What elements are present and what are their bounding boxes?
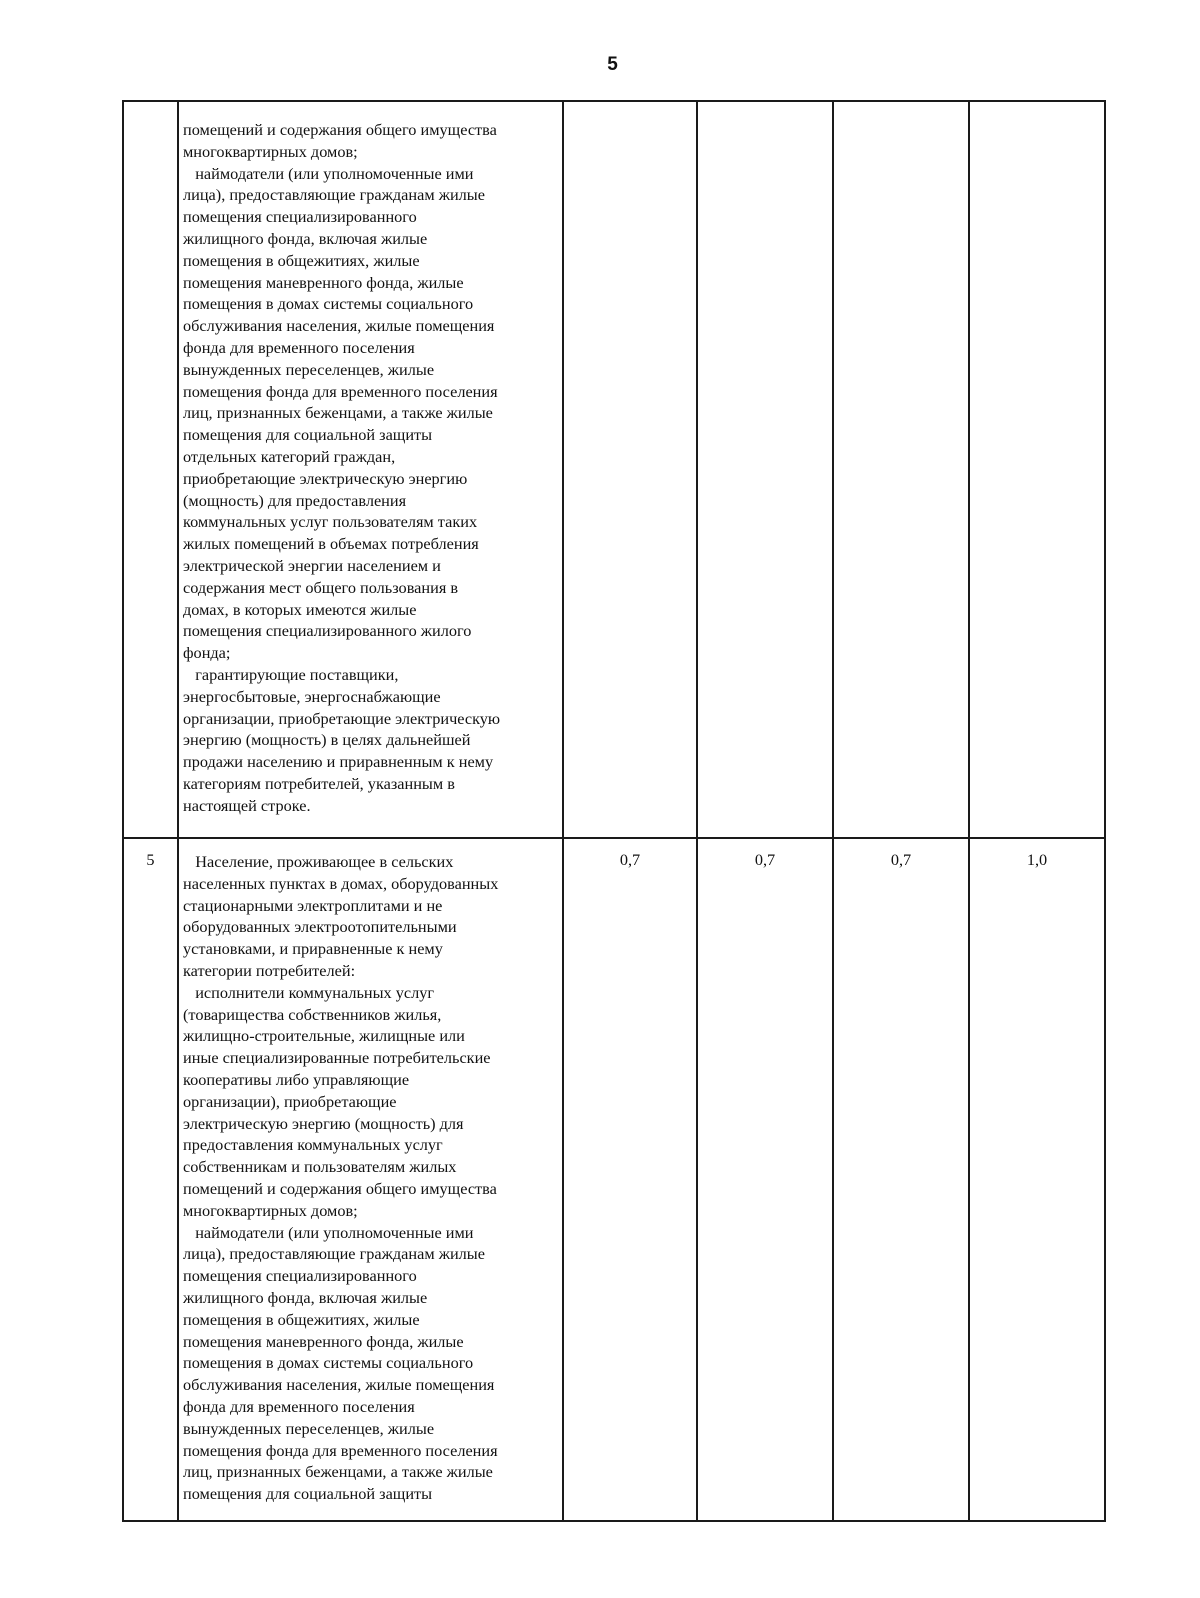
description-line: многоквартирных домов;: [183, 1200, 358, 1220]
description-line: энергосбытовые, энергоснабжающие: [183, 686, 441, 706]
description-line: наймодатели (или уполномоченные ими: [183, 163, 474, 183]
coefficient-cell-4: [969, 101, 1105, 838]
description-line: фонда для временного поселения: [183, 1396, 415, 1416]
description-line: помещения специализированного: [183, 1266, 417, 1286]
consumer-description-cell: [178, 101, 563, 838]
description-line: коммунальных услуг пользователям таких: [183, 512, 478, 532]
description-line: фонда для временного поселения: [183, 337, 415, 357]
description-line: обслуживания населения, жилые помещения: [183, 316, 495, 336]
description-line: жилищного фонда, включая жилые: [183, 228, 428, 248]
description-line: лица), предоставляющие гражданам жилые: [183, 1244, 485, 1264]
description-line: лиц, признанных беженцами, а также жилые: [183, 403, 493, 423]
description-line: электрическую энергию (мощность) для: [183, 1113, 464, 1133]
description-line: помещения маневренного фонда, жилые: [183, 1331, 464, 1351]
description-line: отдельных категорий граждан,: [183, 446, 396, 466]
description-line: помещений и содержания общего имущества: [183, 1178, 497, 1198]
description-line: помещения в общежитиях, жилые: [183, 1309, 420, 1329]
description-line: помещения для социальной защиты: [183, 425, 433, 445]
description-line: иные специализированные потребительские: [183, 1048, 491, 1068]
coefficient-cell-1: [563, 101, 697, 838]
coefficient-table: [122, 100, 1106, 1522]
description-line: приобретающие электрическую энергию: [183, 468, 468, 488]
description-line: помещения фонда для временного поселения: [183, 1440, 498, 1460]
description-line: лиц, признанных беженцами, а также жилые: [183, 1462, 493, 1482]
coefficient-cell-2: [697, 101, 833, 838]
page-number: 5: [607, 54, 618, 75]
description-line: установками, и приравненные к нему: [183, 939, 443, 959]
description-line: Население, проживающее в сельских: [183, 852, 454, 871]
description-line: жилых помещений в объемах потребления: [183, 534, 479, 554]
description-line: помещения маневренного фонда, жилые: [183, 272, 464, 292]
description-line: стационарными электроплитами и не: [183, 895, 443, 915]
coefficient-cell-1: 0,7: [563, 838, 697, 1521]
description-line: вынужденных переселенцев, жилые: [183, 359, 435, 379]
description-line: (мощность) для предоставления: [183, 490, 407, 510]
description-line: категории потребителей:: [183, 960, 356, 980]
description-line: наймодатели (или уполномоченные ими: [183, 1222, 474, 1242]
description-line: организации, приобретающие электрическую: [183, 708, 501, 728]
coefficient-table-container: [122, 100, 1104, 1522]
table-row: [123, 101, 1105, 838]
description-line: помещения фонда для временного поселения: [183, 381, 498, 401]
coefficient-cell-4: 1,0: [969, 838, 1105, 1521]
description-line: настоящей строке.: [183, 795, 311, 815]
coefficient-cell-3: [833, 101, 969, 838]
description-line: (товарищества собственников жилья,: [183, 1004, 442, 1024]
description-line: жилищно-строительные, жилищные или: [183, 1026, 465, 1046]
description-line: продажи населению и приравненным к нему: [183, 752, 494, 772]
coefficient-cell-2: 0,7: [697, 838, 833, 1521]
row-number-cell: [123, 101, 178, 838]
description-line: предоставления коммунальных услуг: [183, 1135, 443, 1155]
table-row: [123, 838, 1105, 1521]
description-line: помещения для социальной защиты: [183, 1484, 433, 1504]
description-line: оборудованных электроотопительными: [183, 917, 457, 937]
description-line: вынужденных переселенцев, жилые: [183, 1418, 435, 1438]
description-line: энергию (мощность) в целях дальнейшей: [183, 730, 471, 750]
description-line: фонда;: [183, 643, 231, 663]
description-line: электрической энергии населением и: [183, 555, 441, 575]
description-line: лица), предоставляющие гражданам жилые: [183, 185, 485, 205]
description-line: помещения в общежитиях, жилые: [183, 250, 420, 270]
description-line: помещения специализированного жилого: [183, 621, 472, 641]
description-line: собственникам и пользователям жилых: [183, 1157, 457, 1177]
description-line: помещений и содержания общего имущества: [183, 120, 497, 139]
description-line: кооперативы либо управляющие: [183, 1069, 410, 1089]
description-line: жилищного фонда, включая жилые: [183, 1287, 428, 1307]
description-line: помещения в домах системы социального: [183, 1353, 474, 1373]
consumer-description-cell: [178, 838, 563, 1521]
description-line: обслуживания населения, жилые помещения: [183, 1375, 495, 1395]
row-number-cell: 5: [123, 838, 178, 1521]
description-line: помещения специализированного: [183, 207, 417, 227]
description-line: помещения в домах системы социального: [183, 294, 474, 314]
description-line: многоквартирных домов;: [183, 141, 358, 161]
description-line: содержания мест общего пользования в: [183, 577, 459, 597]
description-line: организации), приобретающие: [183, 1091, 397, 1111]
description-line: домах, в которых имеются жилые: [183, 599, 417, 619]
coefficient-cell-3: 0,7: [833, 838, 969, 1521]
description-line: исполнители коммунальных услуг: [183, 982, 435, 1002]
description-line: категориям потребителей, указанным в: [183, 773, 455, 793]
description-line: населенных пунктах в домах, оборудованных: [183, 873, 499, 893]
description-line: гарантирующие поставщики,: [183, 664, 399, 684]
